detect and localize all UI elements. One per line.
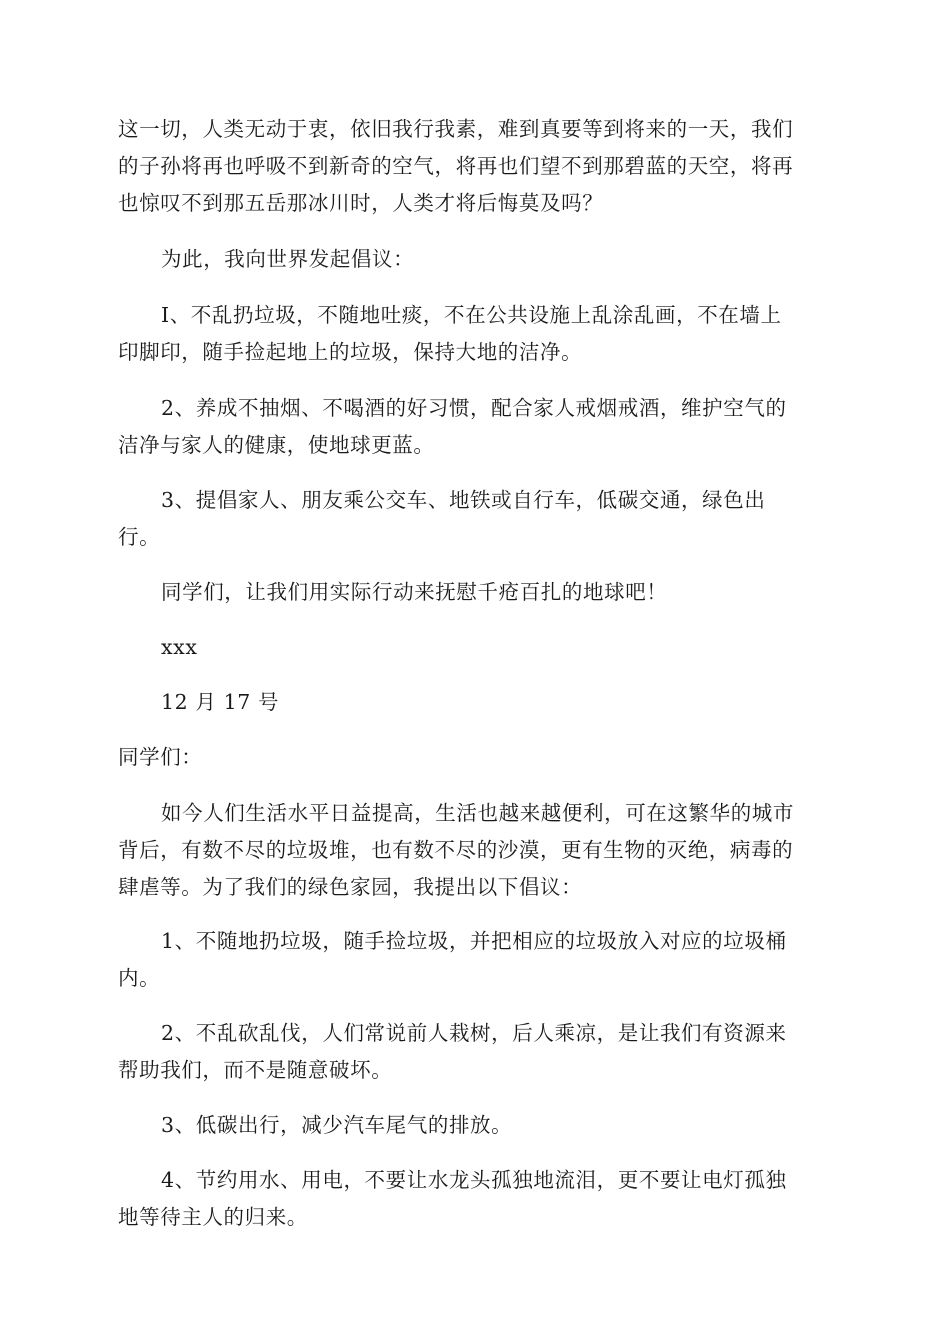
paragraph-second-item-1	[118, 923, 834, 997]
signature-name	[118, 629, 834, 666]
text-line: 印脚印，随手捡起地上的垃圾，保持大地的洁净。	[118, 340, 583, 364]
text-line: 4、节约用水、用电，不要让水龙头孤独地流泪，更不要让电灯孤独	[161, 1168, 787, 1192]
text-line: 12 月 17 号	[161, 690, 280, 714]
text-line: xxx	[161, 635, 198, 659]
signature-date	[118, 684, 834, 721]
text-line: 帮助我们，而不是随意破坏。	[118, 1058, 393, 1082]
text-line: 背后，有数不尽的垃圾堆，也有数不尽的沙漠，更有生物的灭绝，病毒的	[118, 838, 794, 862]
text-line: 3、提倡家人、朋友乘公交车、地铁或自行车，低碳交通，绿色出	[161, 488, 766, 512]
text-line: 2、不乱砍乱伐，人们常说前人栽树，后人乘凉，是让我们有资源来	[161, 1021, 787, 1045]
text-line: 地等待主人的归来。	[118, 1205, 308, 1229]
text-line: 内。	[118, 966, 161, 990]
paragraph-second-item-2	[118, 1015, 834, 1089]
paragraph-second-intro	[118, 795, 834, 906]
text-line: I、不乱扔垃圾，不随地吐痰，不在公共设施上乱涂乱画，不在墙上	[161, 303, 782, 327]
paragraph-item-2	[118, 390, 834, 464]
text-line: 3、低碳出行，减少汽车尾气的排放。	[161, 1113, 513, 1137]
text-line: 行。	[118, 525, 161, 549]
text-line: 同学们：	[118, 745, 203, 769]
text-line: 如今人们生活水平日益提高，生活也越来越便利，可在这繁华的城市	[161, 801, 794, 825]
paragraph-proposal-heading	[118, 241, 834, 278]
text-line: 肆虐等。为了我们的绿色家园，我提出以下倡议：	[118, 875, 583, 899]
text-line: 1、不随地扔垃圾，随手捡垃圾，并把相应的垃圾放入对应的垃圾桶	[161, 929, 787, 953]
text-line: 为此，我向世界发起倡议：	[161, 247, 415, 271]
text-line: 的子孙将再也呼吸不到新奇的空气，将再也们望不到那碧蓝的天空，将再	[118, 154, 794, 178]
salutation	[118, 739, 834, 776]
text-line: 2、养成不抽烟、不喝酒的好习惯，配合家人戒烟戒酒，维护空气的	[161, 396, 787, 420]
text-line: 也惊叹不到那五岳那冰川时，人类才将后悔莫及吗？	[118, 191, 604, 215]
paragraph-intro	[118, 111, 834, 222]
paragraph-item-3	[118, 482, 834, 556]
text-line: 洁净与家人的健康，使地球更蓝。	[118, 433, 435, 457]
paragraph-second-item-3	[118, 1107, 834, 1144]
paragraph-item-1	[118, 297, 834, 371]
paragraph-call-to-action	[118, 574, 834, 611]
text-line: 这一切，人类无动于衷，依旧我行我素，难到真要等到将来的一天，我们	[118, 117, 794, 141]
paragraph-second-item-4	[118, 1162, 834, 1236]
text-line: 同学们，让我们用实际行动来抚慰千疮百扎的地球吧！	[161, 580, 668, 604]
